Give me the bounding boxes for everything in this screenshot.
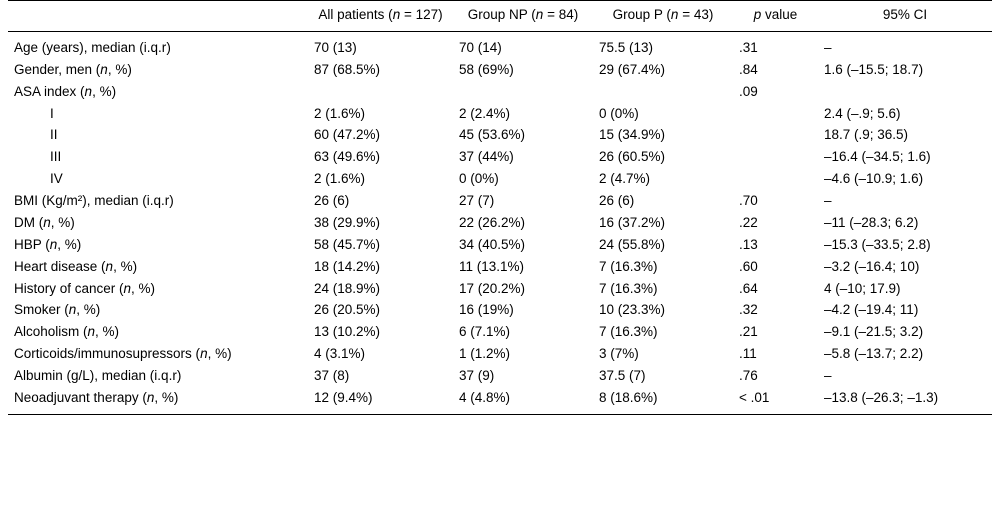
column-header-all-patients <box>308 1 453 32</box>
table-row <box>8 103 992 125</box>
cell-np-albumin: 37 (9) <box>459 368 495 383</box>
table-header-row <box>8 1 992 32</box>
label-prefix: II <box>50 127 58 143</box>
cell-ci-asa-i: 2.4 (–.9; 5.6) <box>824 105 901 121</box>
cell-ci-gender-men: 1.6 (–15.5; 18.7) <box>824 61 924 77</box>
cell-p-heart-disease: 7 (16.3%) <box>599 258 658 274</box>
row-label-hbp <box>8 234 308 256</box>
cell-p-asa-iv: 2 (4.7%) <box>599 171 651 187</box>
all-patients-prefix: All patients ( <box>318 7 393 22</box>
row-label-age-years <box>8 31 308 59</box>
label-italic-n: n <box>84 83 93 99</box>
cell-all-dm: 38 (29.9%) <box>314 214 381 230</box>
cell-all-neoadjuvant-therapy: 12 (9.4%) <box>314 389 373 405</box>
table-row <box>8 59 992 81</box>
cell-all-age-years: 70 (13) <box>314 39 357 55</box>
label-suffix: , %) <box>76 302 101 318</box>
cell-np-alcoholism: 6 (7.1%) <box>459 324 511 340</box>
label-italic-n: n <box>123 280 132 296</box>
column-header-p-value <box>733 1 818 32</box>
cell-np-dm: 22 (26.2%) <box>459 214 526 230</box>
row-label-alcoholism <box>8 322 308 344</box>
cell-p-asa-iii: 26 (60.5%) <box>599 149 666 165</box>
cell-np-heart-disease: 11 (13.1%) <box>459 258 525 274</box>
table-row <box>8 366 992 388</box>
table-row <box>8 31 992 59</box>
cell-np-corticoids-immunosupressors: 1 (1.2%) <box>459 346 511 362</box>
label-suffix: , %) <box>107 61 132 77</box>
label-prefix: Smoker ( <box>14 302 69 318</box>
cell-p-bmi: 26 (6) <box>599 193 635 208</box>
cell-ci-bmi: – <box>824 193 832 208</box>
cell-pvalue-asa-index: .09 <box>739 83 758 99</box>
label-italic-n: n <box>49 236 58 252</box>
table-row <box>8 125 992 147</box>
patient-characteristics-table <box>8 0 992 415</box>
cell-pvalue-corticoids-immunosupressors: .11 <box>739 346 757 362</box>
row-label-smoker <box>8 300 308 322</box>
row-label-gender-men <box>8 59 308 81</box>
cell-ci-heart-disease: –3.2 (–16.4; 10) <box>824 258 920 274</box>
label-prefix: HBP ( <box>14 236 50 252</box>
cell-all-albumin: 37 (8) <box>314 368 350 383</box>
table-row <box>8 256 992 278</box>
cell-ci-asa-ii: 18.7 (.9; 36.5) <box>824 127 909 143</box>
cell-pvalue-heart-disease: .60 <box>739 258 758 274</box>
p-value-italic: p <box>753 7 762 22</box>
label-prefix: Heart disease ( <box>14 258 106 274</box>
cell-pvalue-age-years: .31 <box>739 39 758 55</box>
cell-all-asa-iv: 2 (1.6%) <box>314 171 366 187</box>
row-label-dm <box>8 212 308 234</box>
table-body <box>8 31 992 414</box>
cell-all-history-of-cancer: 24 (18.9%) <box>314 280 381 296</box>
cell-ci-alcoholism: –9.1 (–21.5; 3.2) <box>824 324 924 340</box>
label-prefix: Gender, men ( <box>14 61 101 77</box>
label-suffix: , %) <box>131 280 156 296</box>
cell-np-asa-iii: 37 (44%) <box>459 149 514 165</box>
table-row <box>8 322 992 344</box>
cell-np-asa-i: 2 (2.4%) <box>459 105 511 121</box>
table-row <box>8 344 992 366</box>
label-prefix: BMI (Kg/m²), median (i.q.r <box>14 193 170 208</box>
cell-p-asa-i: 0 (0%) <box>599 105 639 121</box>
cell-np-neoadjuvant-therapy: 4 (4.8%) <box>459 389 511 405</box>
label-italic-n: n <box>105 258 114 274</box>
all-patients-n-italic: n <box>392 7 401 22</box>
label-prefix: Alcoholism ( <box>14 324 88 340</box>
column-header-ci <box>818 1 992 32</box>
cell-np-hbp: 34 (40.5%) <box>459 236 526 252</box>
cell-ci-history-of-cancer: 4 (–10; 17.9) <box>824 280 901 296</box>
all-patients-suffix: = 127) <box>400 7 443 22</box>
cell-all-asa-i: 2 (1.6%) <box>314 105 366 121</box>
ci-label: 95% CI <box>882 7 928 22</box>
label-suffix: ) <box>166 39 171 55</box>
cell-all-smoker: 26 (20.5%) <box>314 302 381 318</box>
label-italic-n: n <box>43 214 51 230</box>
group-p-prefix: Group P ( <box>612 7 671 22</box>
cell-p-smoker: 10 (23.3%) <box>599 302 666 318</box>
label-prefix: Age (years), median (i.q.r <box>14 39 167 55</box>
column-header-group-p <box>593 1 733 32</box>
group-p-n-italic: n <box>670 7 679 22</box>
label-prefix: DM ( <box>14 214 44 230</box>
cell-p-asa-index <box>593 81 733 103</box>
label-italic-n: n <box>100 61 108 77</box>
row-label-asa-iii <box>8 147 308 169</box>
table-row <box>8 387 992 414</box>
cell-pvalue-asa-iv <box>733 169 818 191</box>
cell-ci-asa-iii: –16.4 (–34.5; 1.6) <box>824 149 931 165</box>
group-np-suffix: = 84) <box>543 7 579 22</box>
cell-p-hbp: 24 (55.8%) <box>599 236 666 252</box>
cell-ci-smoker: –4.2 (–19.4; 11) <box>824 302 919 318</box>
row-label-asa-iv <box>8 169 308 191</box>
label-prefix: Albumin (g/L), median (i.q.r <box>14 368 177 383</box>
label-prefix: Neoadjuvant therapy ( <box>14 389 147 405</box>
table-header <box>8 1 992 32</box>
cell-all-asa-iii: 63 (49.6%) <box>314 149 381 165</box>
cell-np-age-years: 70 (14) <box>459 39 502 55</box>
cell-ci-corticoids-immunosupressors: –5.8 (–13.7; 2.2) <box>824 346 924 362</box>
row-label-asa-index <box>8 81 308 103</box>
cell-np-smoker: 16 (19%) <box>459 302 514 318</box>
cell-ci-dm: –11 (–28.3; 6.2) <box>824 214 919 230</box>
cell-all-asa-ii: 60 (47.2%) <box>314 127 381 143</box>
cell-np-asa-iv: 0 (0%) <box>459 171 499 187</box>
table-row <box>8 300 992 322</box>
cell-ci-hbp: –15.3 (–33.5; 2.8) <box>824 236 931 252</box>
label-prefix: III <box>50 149 62 165</box>
label-prefix: ASA index ( <box>14 83 85 99</box>
label-italic-n: n <box>87 324 96 340</box>
cell-pvalue-neoadjuvant-therapy: < .01 <box>739 389 770 405</box>
cell-pvalue-hbp: .13 <box>739 236 758 252</box>
label-suffix: ) <box>176 368 182 383</box>
cell-np-asa-index <box>453 81 593 103</box>
label-suffix: ) <box>169 193 174 208</box>
label-italic-n: n <box>146 389 155 405</box>
row-label-history-of-cancer <box>8 278 308 300</box>
column-header-variable <box>8 1 308 32</box>
cell-all-hbp: 58 (45.7%) <box>314 236 381 252</box>
cell-pvalue-bmi: .70 <box>739 193 758 208</box>
cell-pvalue-albumin: .76 <box>739 368 758 383</box>
row-label-asa-i <box>8 103 308 125</box>
cell-np-gender-men: 58 (69%) <box>459 61 514 77</box>
cell-all-alcoholism: 13 (10.2%) <box>314 324 381 340</box>
cell-all-heart-disease: 18 (14.2%) <box>314 258 381 274</box>
cell-np-asa-ii: 45 (53.6%) <box>459 127 526 143</box>
label-suffix: , %) <box>92 83 117 99</box>
label-prefix: Corticoids/immunosupressors ( <box>14 346 201 362</box>
table-row <box>8 212 992 234</box>
cell-all-bmi: 26 (6) <box>314 193 350 208</box>
cell-np-history-of-cancer: 17 (20.2%) <box>459 280 526 296</box>
column-header-group-np <box>453 1 593 32</box>
table-row <box>8 147 992 169</box>
cell-p-neoadjuvant-therapy: 8 (18.6%) <box>599 389 658 405</box>
table-row <box>8 81 992 103</box>
row-label-corticoids-immunosupressors <box>8 344 308 366</box>
cell-ci-asa-index <box>818 81 992 103</box>
label-suffix: , %) <box>50 214 75 230</box>
label-suffix: , %) <box>207 346 232 362</box>
row-label-albumin <box>8 366 308 388</box>
cell-all-gender-men: 87 (68.5%) <box>314 61 381 77</box>
label-suffix: , %) <box>154 389 179 405</box>
row-label-heart-disease <box>8 256 308 278</box>
cell-p-gender-men: 29 (67.4%) <box>599 61 666 77</box>
cell-all-asa-index <box>308 81 453 103</box>
cell-pvalue-dm: .22 <box>739 214 758 230</box>
label-italic-n: n <box>200 346 208 362</box>
cell-ci-asa-iv: –4.6 (–10.9; 1.6) <box>824 171 924 187</box>
group-np-prefix: Group NP ( <box>467 7 536 22</box>
cell-p-age-years: 75.5 (13) <box>599 39 654 55</box>
label-prefix: History of cancer ( <box>14 280 124 296</box>
table-row <box>8 191 992 213</box>
cell-pvalue-asa-ii <box>733 125 818 147</box>
label-suffix: , %) <box>95 324 120 340</box>
cell-ci-albumin: – <box>824 368 832 383</box>
cell-pvalue-history-of-cancer: .64 <box>739 280 758 296</box>
cell-pvalue-gender-men: .84 <box>739 61 758 77</box>
row-label-asa-ii <box>8 125 308 147</box>
cell-p-asa-ii: 15 (34.9%) <box>599 127 666 143</box>
cell-pvalue-asa-iii <box>733 147 818 169</box>
group-p-suffix: = 43) <box>678 7 714 22</box>
cell-np-bmi: 27 (7) <box>459 193 495 208</box>
table-row <box>8 169 992 191</box>
cell-p-corticoids-immunosupressors: 3 (7%) <box>599 346 639 362</box>
row-label-neoadjuvant-therapy <box>8 387 308 414</box>
label-prefix: I <box>50 105 54 121</box>
cell-p-alcoholism: 7 (16.3%) <box>599 324 658 340</box>
cell-p-history-of-cancer: 7 (16.3%) <box>599 280 658 296</box>
cell-p-albumin: 37.5 (7) <box>599 368 646 383</box>
cell-pvalue-asa-i <box>733 103 818 125</box>
cell-all-corticoids-immunosupressors: 4 (3.1%) <box>314 346 366 362</box>
cell-pvalue-alcoholism: .21 <box>739 324 758 340</box>
table-row <box>8 278 992 300</box>
label-suffix: , %) <box>57 236 82 252</box>
group-np-n-italic: n <box>535 7 544 22</box>
cell-p-dm: 16 (37.2%) <box>599 214 666 230</box>
cell-ci-neoadjuvant-therapy: –13.8 (–26.3; –1.3) <box>824 389 939 405</box>
cell-ci-age-years: – <box>824 39 832 55</box>
cell-pvalue-smoker: .32 <box>739 302 758 318</box>
row-label-bmi <box>8 191 308 213</box>
label-prefix: IV <box>50 171 63 187</box>
table-row <box>8 234 992 256</box>
label-suffix: , %) <box>113 258 138 274</box>
p-value-rest: value <box>761 7 798 22</box>
label-italic-n: n <box>68 302 77 318</box>
